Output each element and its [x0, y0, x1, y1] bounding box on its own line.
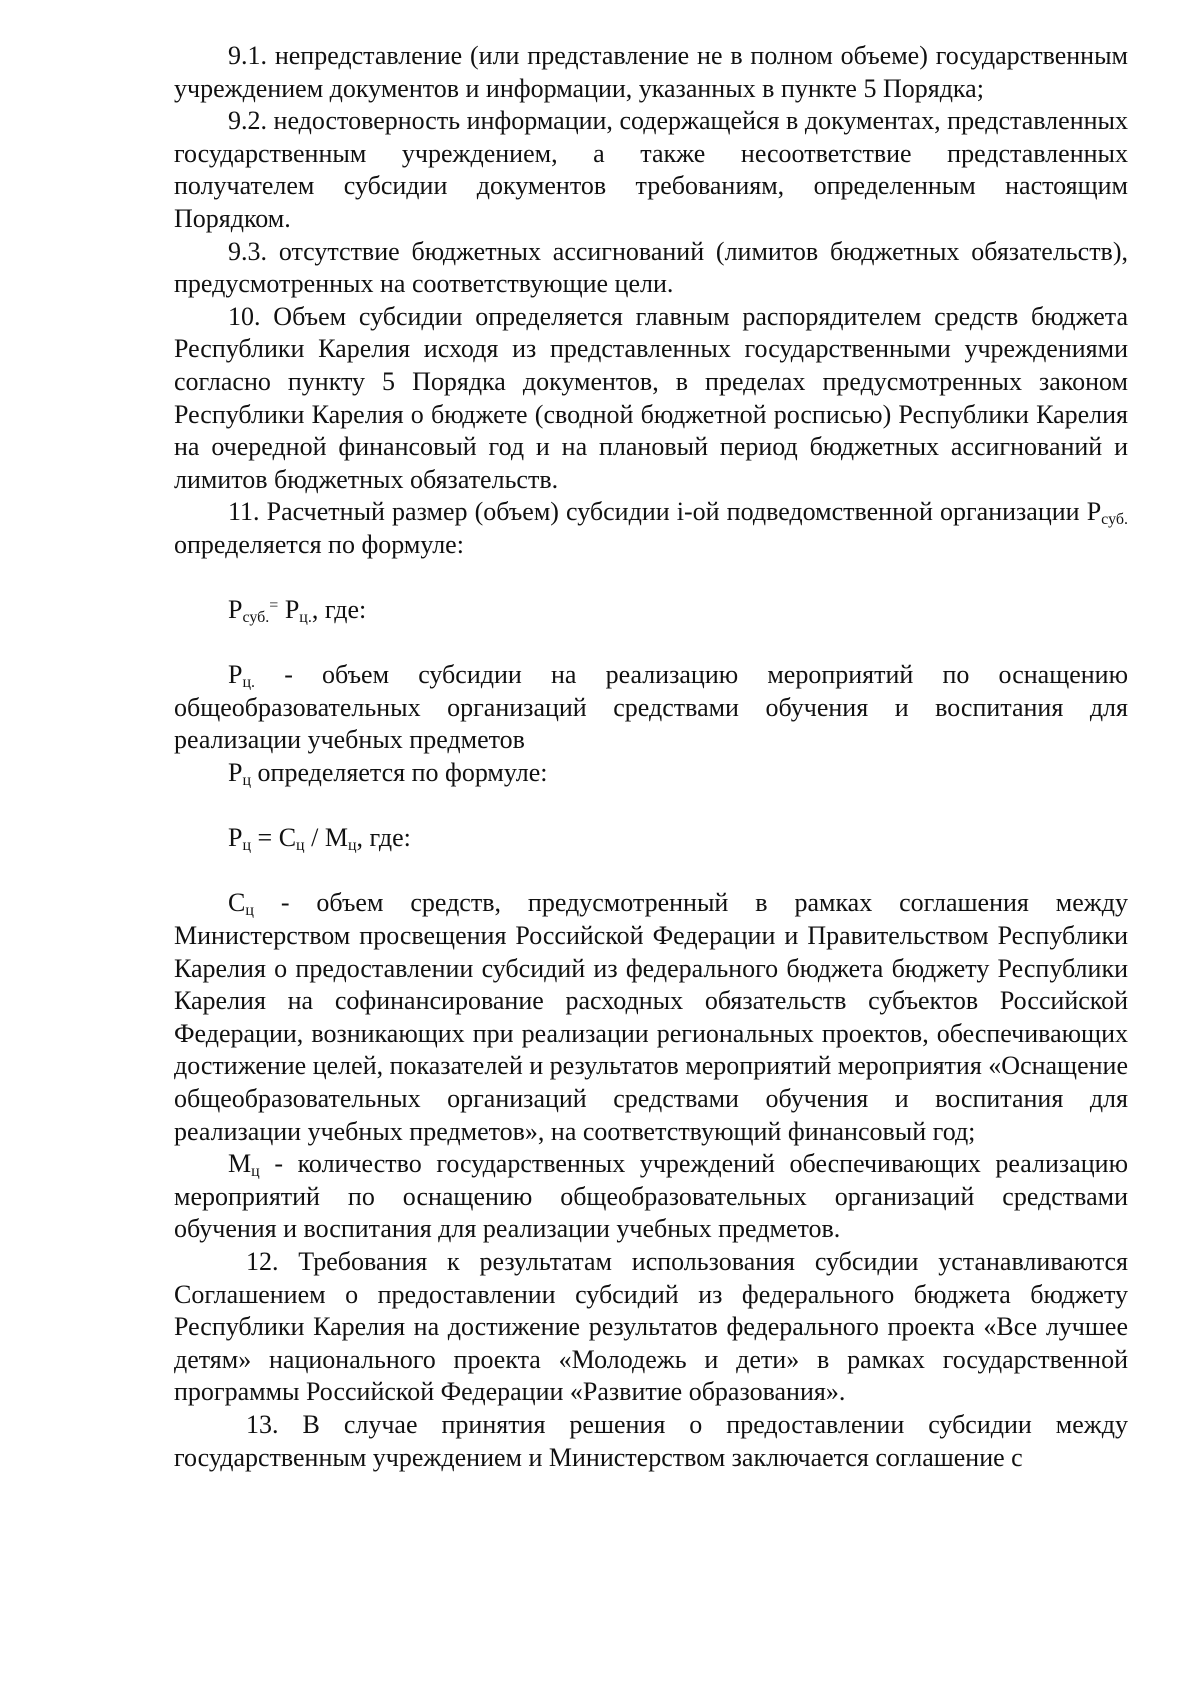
formula-rc-mc: / M: [304, 823, 348, 853]
definition-cc-text: - объем средств, предусмотренный в рамках соглашения между Министерством просвещения Российской Федерации и Правительством Республики Карелия о предоставлении субсидий из федерального бюджета бюджету Республики Карелия на софинансирование расходных обязательств субъектов Российской Федерации, возникающих при реализации региональных проектов, обеспечивающих достижение целей, показателей и результатов мероприятий мероприятия «Оснащение общеобразовательных организаций средствами обучения и воспитания для реализации учебных предметов», на соответствующий финансовый год;: [174, 888, 1128, 1146]
definition-rc-symbol: P: [228, 660, 243, 690]
determination-rc-symbol: P: [228, 758, 243, 788]
formula-subsidy-equals: =: [269, 597, 279, 615]
formula-rc: [174, 822, 1128, 855]
paragraph-11-text-start: 11. Расчетный размер (объем) субсидии i-ой подведомственной организации P: [228, 497, 1102, 527]
definition-mc-text: - количество государственных учреждений обеспечивающих реализацию мероприятий по оснащению общеобразовательных организаций средствами обучения и воспитания для реализации учебных предметов.: [174, 1149, 1128, 1244]
formula-subsidy-lhs: P: [228, 595, 243, 625]
definition-rc-sub: ц.: [242, 674, 256, 692]
paragraph-12: 12. Требования к результатам использования субсидии устанавливаются Соглашением о предоставлении субсидий из федерального бюджета бюджету Республики Карелия на достижение результатов федерального проекта «Все лучшее детям» национального проекта «Молодежь и дети» в рамках государственной программы Российской Федерации «Развитие образования».: [174, 1246, 1128, 1407]
formula-rc-lhs-sub: ц: [242, 837, 252, 855]
formula-subsidy-tail: , где:: [311, 595, 367, 625]
definition-rc-text: - объем субсидии на реализацию мероприятий по оснащению общеобразовательных организаций средствами обучения и воспитания для реализации учебных предметов: [174, 660, 1128, 755]
definition-cc-sub: ц: [245, 902, 254, 920]
formula-subsidy: [174, 594, 1128, 627]
paragraph-9-3: 9.3. отсутствие бюджетных ассигнований (лимитов бюджетных обязательств), предусмотренных на соответствующие цели.: [174, 236, 1128, 299]
formula-rc-cc: = C: [251, 823, 297, 853]
formula-subsidy-rhs-sub: ц.: [299, 609, 312, 627]
determination-rc: [174, 757, 1128, 790]
paragraph-11: [174, 496, 1128, 561]
formula-rc-lhs: P: [228, 823, 243, 853]
paragraph-11-subscript: суб.: [1101, 511, 1128, 529]
paragraph-9-1: 9.1. непредставление (или представление не в полном объеме) государственным учреждением документов и информации, указанных в пункте 5 Порядка;: [174, 41, 1128, 103]
definition-cc-symbol: C: [228, 888, 246, 918]
paragraph-11-text-end: определяется по формуле:: [174, 529, 464, 559]
formula-subsidy-lhs-sub: суб.: [242, 609, 270, 627]
formula-rc-tail: , где:: [356, 823, 411, 853]
definition-mc-symbol: M: [228, 1149, 252, 1179]
definition-mc-sub: ц: [251, 1163, 260, 1181]
definition-mc: [174, 1148, 1128, 1246]
formula-rc-mc-sub: ц: [347, 837, 357, 855]
determination-rc-text: определяется по формуле:: [251, 758, 548, 788]
definition-cc: [174, 887, 1128, 1148]
paragraph-13: 13. В случае принятия решения о предоставлении субсидии между государственным учреждением и Министерством заключается соглашение с: [174, 1409, 1128, 1472]
paragraph-9-2: 9.2. недостоверность информации, содержащейся в документах, представленных государственным учреждением, а также несоответствие представленных получателем субсидии документов требованиям, определенным настоящим Порядком.: [174, 106, 1128, 233]
paragraph-10: 10. Объем субсидии определяется главным распорядителем средств бюджета Республики Карелия исходя из представленных государственными учреждениями согласно пункту 5 Порядка документов, в пределах предусмотренных законом Республики Карелия о бюджете (сводной бюджетной росписью) Республики Карелия на очередной финансовый год и на плановый период бюджетных ассигнований и лимитов бюджетных обязательств.: [174, 301, 1128, 494]
formula-subsidy-rhs: P: [278, 595, 300, 625]
definition-rc: [174, 659, 1128, 757]
document-page: [174, 40, 1128, 1474]
determination-rc-sub: ц: [242, 772, 252, 790]
formula-rc-cc-sub: ц: [296, 837, 305, 855]
